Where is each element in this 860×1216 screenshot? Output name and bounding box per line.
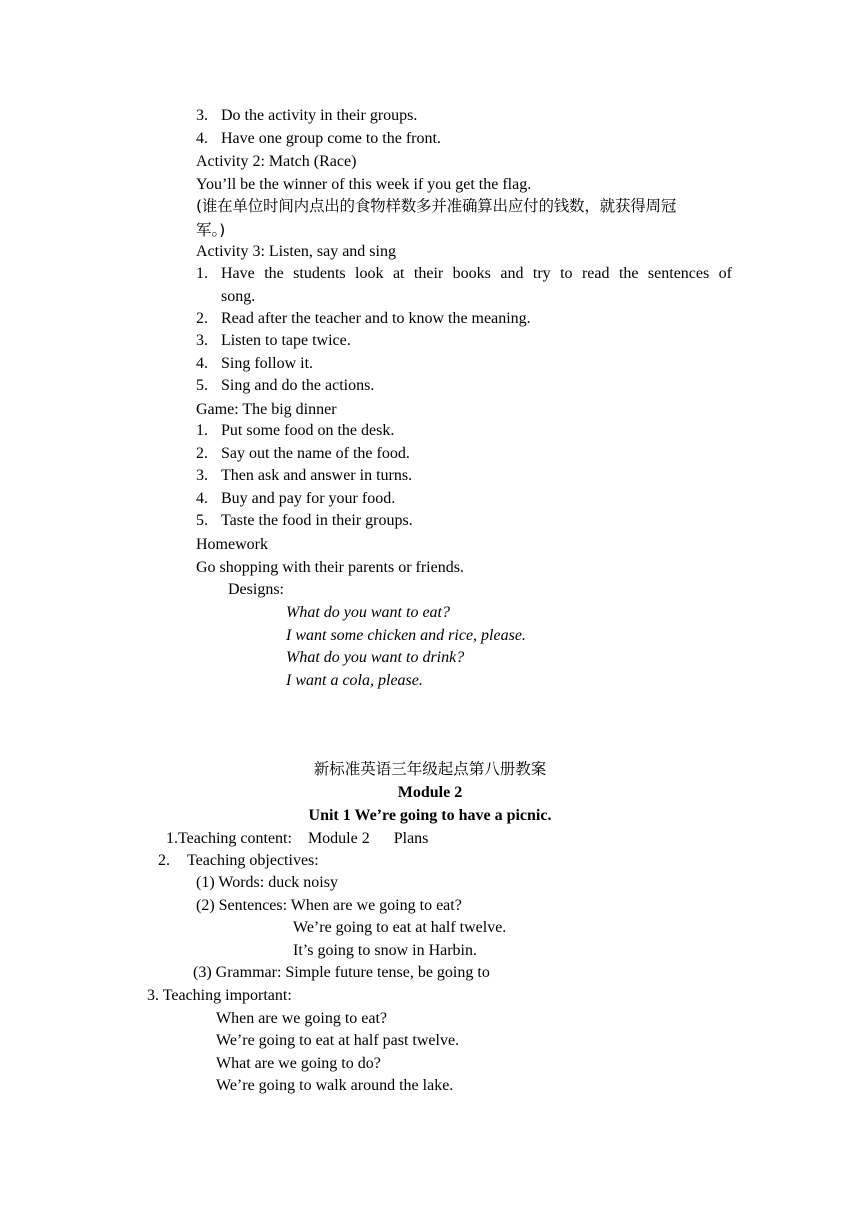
important-line: We’re going to walk around the lake. [216,1077,454,1094]
step-text: Do the activity in their groups. [221,107,418,124]
homework-text: Go shopping with their parents or friends. [196,559,464,576]
step-text: Have the students look at their books and try to read the sentences of [221,265,732,282]
step-text: Then ask and answer in turns. [221,467,413,484]
designs-label: Designs: [228,581,284,598]
step-text: Say out the name of the food. [221,445,410,462]
important-line: What are we going to do? [216,1055,381,1072]
objectives-number: 2. [158,852,170,869]
objectives-label: Teaching objectives: [187,852,319,869]
step-text: Listen to tape twice. [221,332,351,349]
step-number: 2. [196,445,208,462]
step-number: 2. [196,310,208,327]
important-line: We’re going to eat at half past twelve. [216,1032,460,1049]
step-number: 3. [196,107,208,124]
module-heading: Module 2 [397,784,463,801]
objective-sentences: (2) Sentences: When are we going to eat? [196,897,462,914]
document-title: 新标准英语三年级起点第八册教案 [313,760,547,778]
step-text: Sing follow it. [221,355,314,372]
teaching-important-label: 3. Teaching important: [147,987,292,1004]
activity3-title: Activity 3: Listen, say and sing [196,243,396,260]
step-number: 1. [196,265,208,282]
objective-sentence: It’s going to snow in Harbin. [293,942,477,959]
teaching-content: 1.Teaching content: Module 2 Plans [166,830,429,847]
activity2-chinese-note: (谁在单位时间内点出的食物样数多并准确算出应付的钱数，就获得周冠 [196,197,677,215]
step-number: 4. [196,355,208,372]
important-line: When are we going to eat? [216,1010,388,1027]
step-text: Sing and do the actions. [221,377,375,394]
game-title: Game: The big dinner [196,401,337,418]
step-text: Buy and pay for your food. [221,490,396,507]
step-number: 5. [196,377,208,394]
activity2-text: You’ll be the winner of this week if you get the flag. [196,176,532,193]
step-number: 4. [196,490,208,507]
step-number: 3. [196,467,208,484]
design-line: What do you want to drink? [286,649,465,666]
step-text: Taste the food in their groups. [221,512,413,529]
step-number: 3. [196,332,208,349]
step-text: Put some food on the desk. [221,422,395,439]
objective-sentence: We’re going to eat at half twelve. [293,919,507,936]
step-text-cont: song. [221,288,256,305]
activity2-chinese-note-cont: 军。) [196,221,226,239]
design-line: What do you want to eat? [286,604,450,621]
objective-words: (1) Words: duck noisy [196,874,338,891]
design-line: I want some chicken and rice, please. [286,627,526,644]
step-number: 5. [196,512,208,529]
step-number: 1. [196,422,208,439]
step-number: 4. [196,130,208,147]
objective-grammar: (3) Grammar: Simple future tense, be going to [193,964,490,981]
homework-title: Homework [196,536,268,553]
step-text: Read after the teacher and to know the meaning. [221,310,531,327]
activity2-title: Activity 2: Match (Race) [196,153,357,170]
unit-heading: Unit 1 We’re going to have a picnic. [308,807,552,824]
design-line: I want a cola, please. [286,672,423,689]
step-text: Have one group come to the front. [221,130,441,147]
